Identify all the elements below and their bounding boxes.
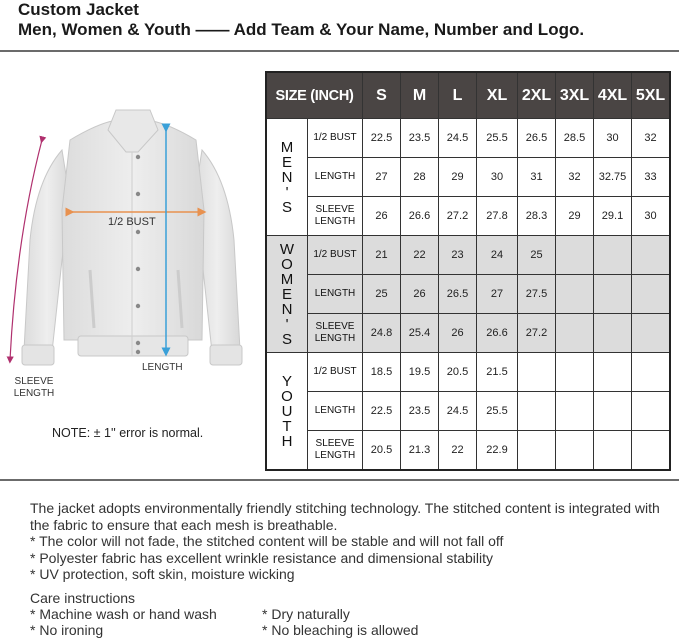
size-value-cell: 28.3: [518, 197, 556, 236]
size-value-cell: [594, 314, 632, 353]
size-value-cell: [632, 431, 671, 471]
size-value-cell: 27: [477, 275, 518, 314]
size-value-cell: 32.75: [594, 158, 632, 197]
size-row-mens: [266, 197, 670, 236]
size-value-cell: 26.5: [518, 119, 556, 158]
size-value-cell: 23: [439, 236, 477, 275]
size-value-cell: [556, 431, 594, 471]
size-value-cell: 27.2: [518, 314, 556, 353]
size-value-cell: 22.9: [477, 431, 518, 471]
size-value-cell: 32: [556, 158, 594, 197]
sleeve-length-label: [12, 376, 56, 400]
error-note: NOTE: ± 1'' error is normal.: [52, 426, 204, 440]
size-value-cell: 26: [401, 275, 439, 314]
size-value-cell: 20.5: [439, 353, 477, 392]
category-letter: S: [281, 330, 292, 348]
measurement-label: LENGTH: [308, 275, 363, 314]
measurement-label-line: SLEEVE: [315, 321, 355, 332]
size-row-youth: [266, 353, 670, 392]
measurement-label: LENGTH: [308, 392, 363, 431]
size-header: M: [401, 72, 439, 119]
size-value-cell: [594, 236, 632, 275]
size-row-womens: [266, 275, 670, 314]
size-value-cell: 29.1: [594, 197, 632, 236]
size-header: L: [439, 72, 477, 119]
size-value-cell: [556, 314, 594, 353]
measurement-label-line: LENGTH: [314, 450, 356, 461]
size-value-cell: 29: [439, 158, 477, 197]
category-letter: W: [279, 240, 295, 258]
sleeve-label-line2: LENGTH: [13, 388, 55, 399]
measurement-label-line: SLEEVE: [315, 438, 355, 449]
size-value-cell: 30: [594, 119, 632, 158]
size-value-cell: 30: [477, 158, 518, 197]
measurement-label: 1/2 BUST: [308, 353, 363, 392]
size-value-cell: 27: [363, 158, 401, 197]
description-intro: The jacket adopts environmentally friendly stitching technology. The stitched content is integrated with the fabric to ensure that each mesh is breathable.: [30, 500, 660, 533]
sleeve-label-line1: SLEEVE: [14, 376, 54, 387]
category-letter: N: [281, 300, 293, 318]
measurement-label: 1/2 BUST: [308, 236, 363, 275]
measurement-label: [308, 431, 363, 471]
jacket-diagram: [0, 60, 264, 460]
category-letter: O: [281, 387, 293, 405]
size-value-cell: [518, 431, 556, 471]
size-value-cell: 30: [632, 197, 671, 236]
page-title: Custom Jacket: [18, 0, 139, 19]
size-header: XL: [477, 72, 518, 119]
size-value-cell: [556, 392, 594, 431]
care-title: Care instructions: [30, 590, 136, 606]
size-value-cell: 29: [556, 197, 594, 236]
size-value-cell: 28: [401, 158, 439, 197]
category-letter: T: [282, 417, 292, 435]
length-label: LENGTH: [142, 362, 183, 373]
size-value-cell: 22: [401, 236, 439, 275]
size-row-youth: [266, 431, 670, 471]
category-letter: ': [285, 183, 289, 201]
measurement-label: [308, 197, 363, 236]
size-header: S: [363, 72, 401, 119]
size-value-cell: [594, 431, 632, 471]
size-value-cell: [518, 392, 556, 431]
size-value-cell: 28.5: [556, 119, 594, 158]
measurement-label: [308, 314, 363, 353]
category-letter: E: [281, 285, 292, 303]
size-value-cell: 26.6: [477, 314, 518, 353]
size-value-cell: [556, 353, 594, 392]
size-value-cell: [594, 275, 632, 314]
size-value-cell: [594, 392, 632, 431]
measurement-label-line: SLEEVE: [315, 204, 355, 215]
category-letter: O: [281, 255, 293, 273]
size-value-cell: 21.3: [401, 431, 439, 471]
size-value-cell: [632, 275, 671, 314]
size-value-cell: [632, 392, 671, 431]
size-value-cell: 22.5: [363, 119, 401, 158]
size-row-mens: [266, 158, 670, 197]
category-letter: ': [285, 315, 289, 333]
care-item: * Machine wash or hand wash: [30, 606, 217, 622]
product-description: [30, 500, 660, 583]
size-value-cell: 33: [632, 158, 671, 197]
care-instructions: [30, 590, 418, 638]
category-label-mens: [266, 119, 308, 236]
category-letter: N: [281, 168, 293, 186]
size-value-cell: 32: [632, 119, 671, 158]
feature-bullet: * Polyester fabric has excellent wrinkle resistance and dimensional stability: [30, 549, 493, 566]
measurement-label-line: LENGTH: [314, 216, 356, 227]
size-value-cell: 21: [363, 236, 401, 275]
category-label-youth: [266, 353, 308, 471]
size-value-cell: 24.5: [439, 119, 477, 158]
measurement-label: LENGTH: [308, 158, 363, 197]
size-header: 4XL: [594, 72, 632, 119]
size-value-cell: 26: [363, 197, 401, 236]
category-letter: U: [281, 402, 293, 420]
size-value-cell: 31: [518, 158, 556, 197]
bust-label: 1/2 BUST: [108, 216, 156, 228]
size-header: 5XL: [632, 72, 671, 119]
size-value-cell: 20.5: [363, 431, 401, 471]
size-row-womens: [266, 314, 670, 353]
jacket-illustration: [0, 60, 264, 460]
size-value-cell: 22.5: [363, 392, 401, 431]
size-value-cell: 26: [439, 314, 477, 353]
jacket-body: [62, 120, 204, 340]
size-row-mens: [266, 119, 670, 158]
size-value-cell: 24.5: [439, 392, 477, 431]
category-letter: Y: [281, 372, 292, 390]
size-row-womens: [266, 236, 670, 275]
size-inch-header: SIZE (INCH): [266, 72, 363, 119]
size-value-cell: 26.6: [401, 197, 439, 236]
size-value-cell: [518, 353, 556, 392]
size-value-cell: 19.5: [401, 353, 439, 392]
size-value-cell: 22: [439, 431, 477, 471]
size-value-cell: [632, 314, 671, 353]
category-letter: H: [281, 432, 293, 450]
size-value-cell: 26.5: [439, 275, 477, 314]
care-item: * Dry naturally: [262, 606, 350, 622]
size-row-youth: [266, 392, 670, 431]
divider-bottom: [0, 479, 679, 481]
size-value-cell: [556, 275, 594, 314]
category-letter: S: [281, 198, 292, 216]
size-value-cell: 23.5: [401, 119, 439, 158]
category-label-womens: [266, 236, 308, 353]
category-letter: M: [280, 270, 294, 288]
size-header-row: [266, 72, 670, 119]
size-value-cell: [632, 236, 671, 275]
size-value-cell: 25: [518, 236, 556, 275]
size-value-cell: [556, 236, 594, 275]
size-chart-table: [265, 71, 671, 471]
size-value-cell: 27.2: [439, 197, 477, 236]
size-value-cell: 27.5: [518, 275, 556, 314]
size-value-cell: 24: [477, 236, 518, 275]
feature-bullet: * The color will not fade, the stitched content will be stable and will not fall off: [30, 533, 504, 549]
size-value-cell: [632, 353, 671, 392]
size-header: 2XL: [518, 72, 556, 119]
care-item: * No ironing: [30, 622, 104, 638]
size-value-cell: 24.8: [363, 314, 401, 353]
size-value-cell: 27.8: [477, 197, 518, 236]
size-value-cell: 23.5: [401, 392, 439, 431]
divider-top: [0, 50, 679, 52]
category-letter: E: [281, 153, 292, 171]
size-value-cell: 21.5: [477, 353, 518, 392]
size-value-cell: 25.5: [477, 119, 518, 158]
size-header: 3XL: [556, 72, 594, 119]
size-value-cell: 25: [363, 275, 401, 314]
measurement-label: 1/2 BUST: [308, 119, 363, 158]
size-value-cell: 18.5: [363, 353, 401, 392]
category-letter: M: [280, 138, 294, 156]
size-value-cell: [594, 353, 632, 392]
measurement-label-line: LENGTH: [314, 333, 356, 344]
size-value-cell: 25.5: [477, 392, 518, 431]
care-item: * No bleaching is allowed: [262, 622, 419, 638]
size-value-cell: 25.4: [401, 314, 439, 353]
page-subtitle: Men, Women & Youth —— Add Team & Your Name, Number and Logo.: [18, 20, 585, 39]
feature-bullet: * UV protection, soft skin, moisture wicking: [30, 566, 295, 582]
